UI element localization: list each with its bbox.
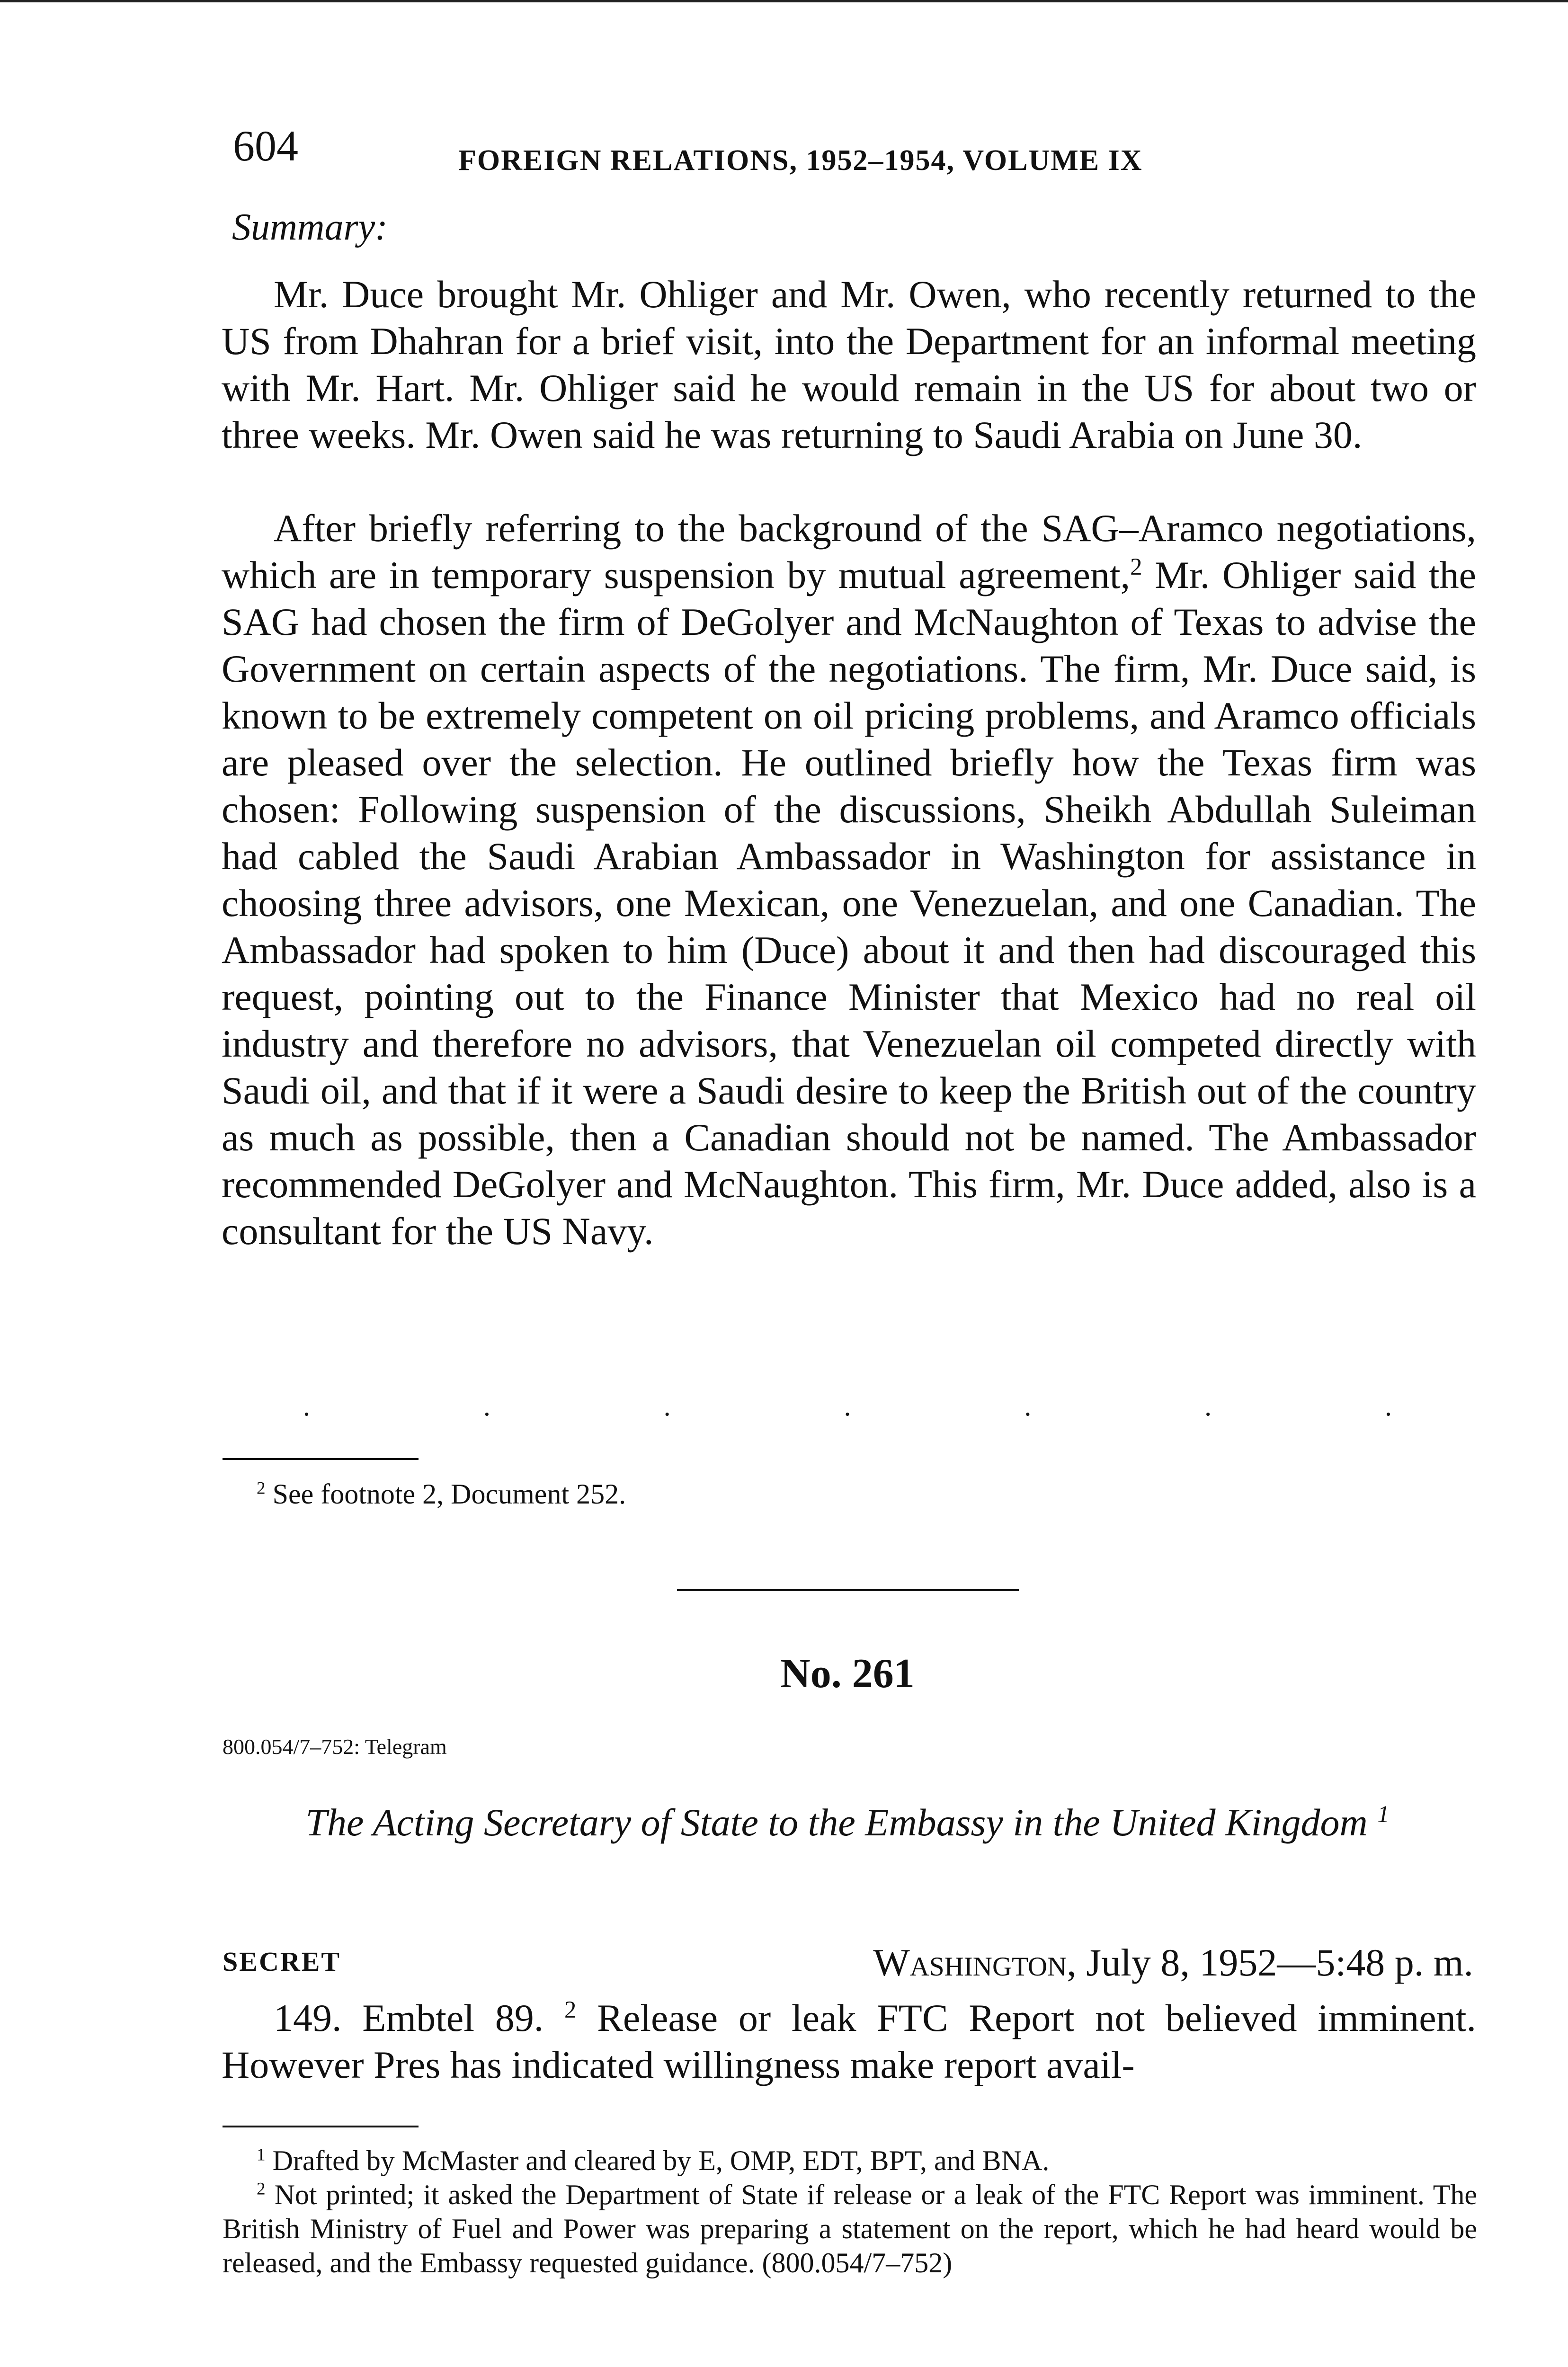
summary-paragraph-2 xyxy=(222,505,1476,1255)
ellipsis-dot: . xyxy=(1204,1390,1212,1422)
ellipsis-dot: . xyxy=(303,1390,310,1422)
footnote-1-bottom xyxy=(223,2144,1477,2178)
document-title xyxy=(265,1799,1430,1846)
classification-label: SECRET xyxy=(223,1946,341,1977)
ellipsis-dot: . xyxy=(663,1390,671,1422)
ellipsis-dot: . xyxy=(483,1390,490,1422)
footnote-ref-2: 2 xyxy=(1130,553,1142,580)
top-border xyxy=(0,0,1568,2)
dateline xyxy=(873,1943,1473,1982)
page-number: 604 xyxy=(233,122,298,170)
summary-paragraph-1: Mr. Duce brought Mr. Ohliger and Mr. Owen, who recently returned to the US from Dhahran for a brief visit, into the Department for an informal meeting with Mr. Hart. Mr. Ohliger said he would remain in the US for about two or three weeks. Mr. Owen said he was returning to Saudi Arabia on June 30. xyxy=(222,273,1476,456)
footnote-ref-2b: 2 xyxy=(564,1996,577,2023)
ellipsis-row xyxy=(303,1390,1392,1423)
footnote-rule xyxy=(223,1458,419,1460)
section-divider xyxy=(677,1589,1019,1591)
telegram-body xyxy=(222,1994,1476,2088)
ellipsis-dot: . xyxy=(844,1390,851,1422)
document-title-text: The Acting Secretary of State to the Embassy in the United Kingdom xyxy=(305,1801,1368,1844)
dateline-place: Washington, xyxy=(873,1941,1077,1984)
running-head: FOREIGN RELATIONS, 1952–1954, VOLUME IX xyxy=(458,144,1143,177)
footnote-marker: 2 xyxy=(257,2179,266,2199)
dateline-date: July 8, 1952—5:48 p. m. xyxy=(1076,1941,1473,1984)
ellipsis-dot: . xyxy=(1384,1390,1392,1422)
footnote-2-bottom xyxy=(223,2178,1477,2280)
telegram-body-start: 149. Embtel 89. xyxy=(274,1996,544,2039)
footnote-text: See footnote 2, Document 252. xyxy=(265,1478,626,1510)
paragraph-2-text-start: After briefly referring to the background of the SAG–Aramco negotiations, which are in temporary suspension by mutual agreement, xyxy=(222,507,1476,596)
footnote-marker: 2 xyxy=(257,1478,266,1498)
ellipsis-dot: . xyxy=(1024,1390,1032,1422)
footnote-text: Drafted by McMaster and cleared by E, OMP, EDT, BPT, and BNA. xyxy=(265,2145,1050,2176)
telegram-body-end: Release or leak FTC Report not believed imminent. However Pres has indicated willingness make report avail- xyxy=(222,1996,1476,2086)
footnote-2-top xyxy=(223,1477,1477,1511)
file-reference: 800.054/7–752: Telegram xyxy=(223,1735,447,1759)
footnote-ref-1: 1 xyxy=(1377,1801,1390,1828)
footnote-text: Not printed; it asked the Department of State if release or a leak of the FTC Report was imminent. The British Ministry of Fuel and Power was preparing a statement on the report, which he had heard would be released, and the Embassy requested guidance. (800.054/7–752) xyxy=(223,2179,1477,2278)
paragraph-2-text-end: Mr. Ohliger said the SAG had chosen the firm of DeGolyer and McNaughton of Texas to advise the Government on certain aspects of the negotiations. The firm, Mr. Duce said, is known to be extremely competent on oil pricing problems, and Aramco officials are pleased over the selection. He outlined briefly how the Texas firm was chosen: Following suspension of the discussions, Sheikh Abdullah Suleiman had cabled the Saudi Arabian Ambassador in Washington for assistance in choosing three advisors, one Mexican, one Venezuelan, and one Canadian. The Ambassador had spoken to him (Duce) about it and then had discouraged this request, pointing out to the Finance Minister that Mexico had no real oil industry and therefore no advisors, that Venezuelan oil competed directly with Saudi oil, and that if it were a Saudi desire to keep the British out of the country as much as possible, then a Canadian should not be named. The Ambassador recommended DeGolyer and McNaughton. This firm, Mr. Duce added, also is a consultant for the US Navy. xyxy=(222,553,1476,1253)
summary-label: Summary: xyxy=(232,206,388,248)
footnote-marker: 1 xyxy=(257,2145,266,2165)
document-number: No. 261 xyxy=(780,1651,915,1697)
footnote-rule-bottom xyxy=(223,2126,419,2127)
